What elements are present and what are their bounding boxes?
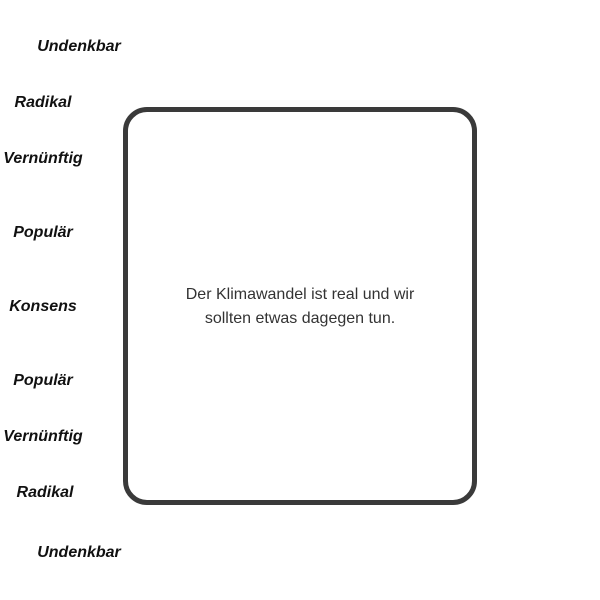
scale-label-populaer-bottom: Populär [13,372,73,389]
scale-label-vernuenftig-top: Vernünftig [3,150,83,167]
scale-label-radikal-top: Radikal [14,94,72,111]
scale-label-radikal-bottom: Radikal [16,484,74,501]
scale-label-konsens: Konsens [9,298,77,315]
overton-window-frame [123,107,477,505]
scale-label-populaer-top: Populär [13,224,73,241]
scale-label-undenkbar-bottom: Undenkbar [37,544,121,561]
scale-label-undenkbar-top: Undenkbar [37,38,121,55]
scale-label-vernuenftig-bottom: Vernünftig [3,428,83,445]
window-statement: Der Klimawandel ist real und wir sollten etwas dagegen tun. [185,286,415,327]
